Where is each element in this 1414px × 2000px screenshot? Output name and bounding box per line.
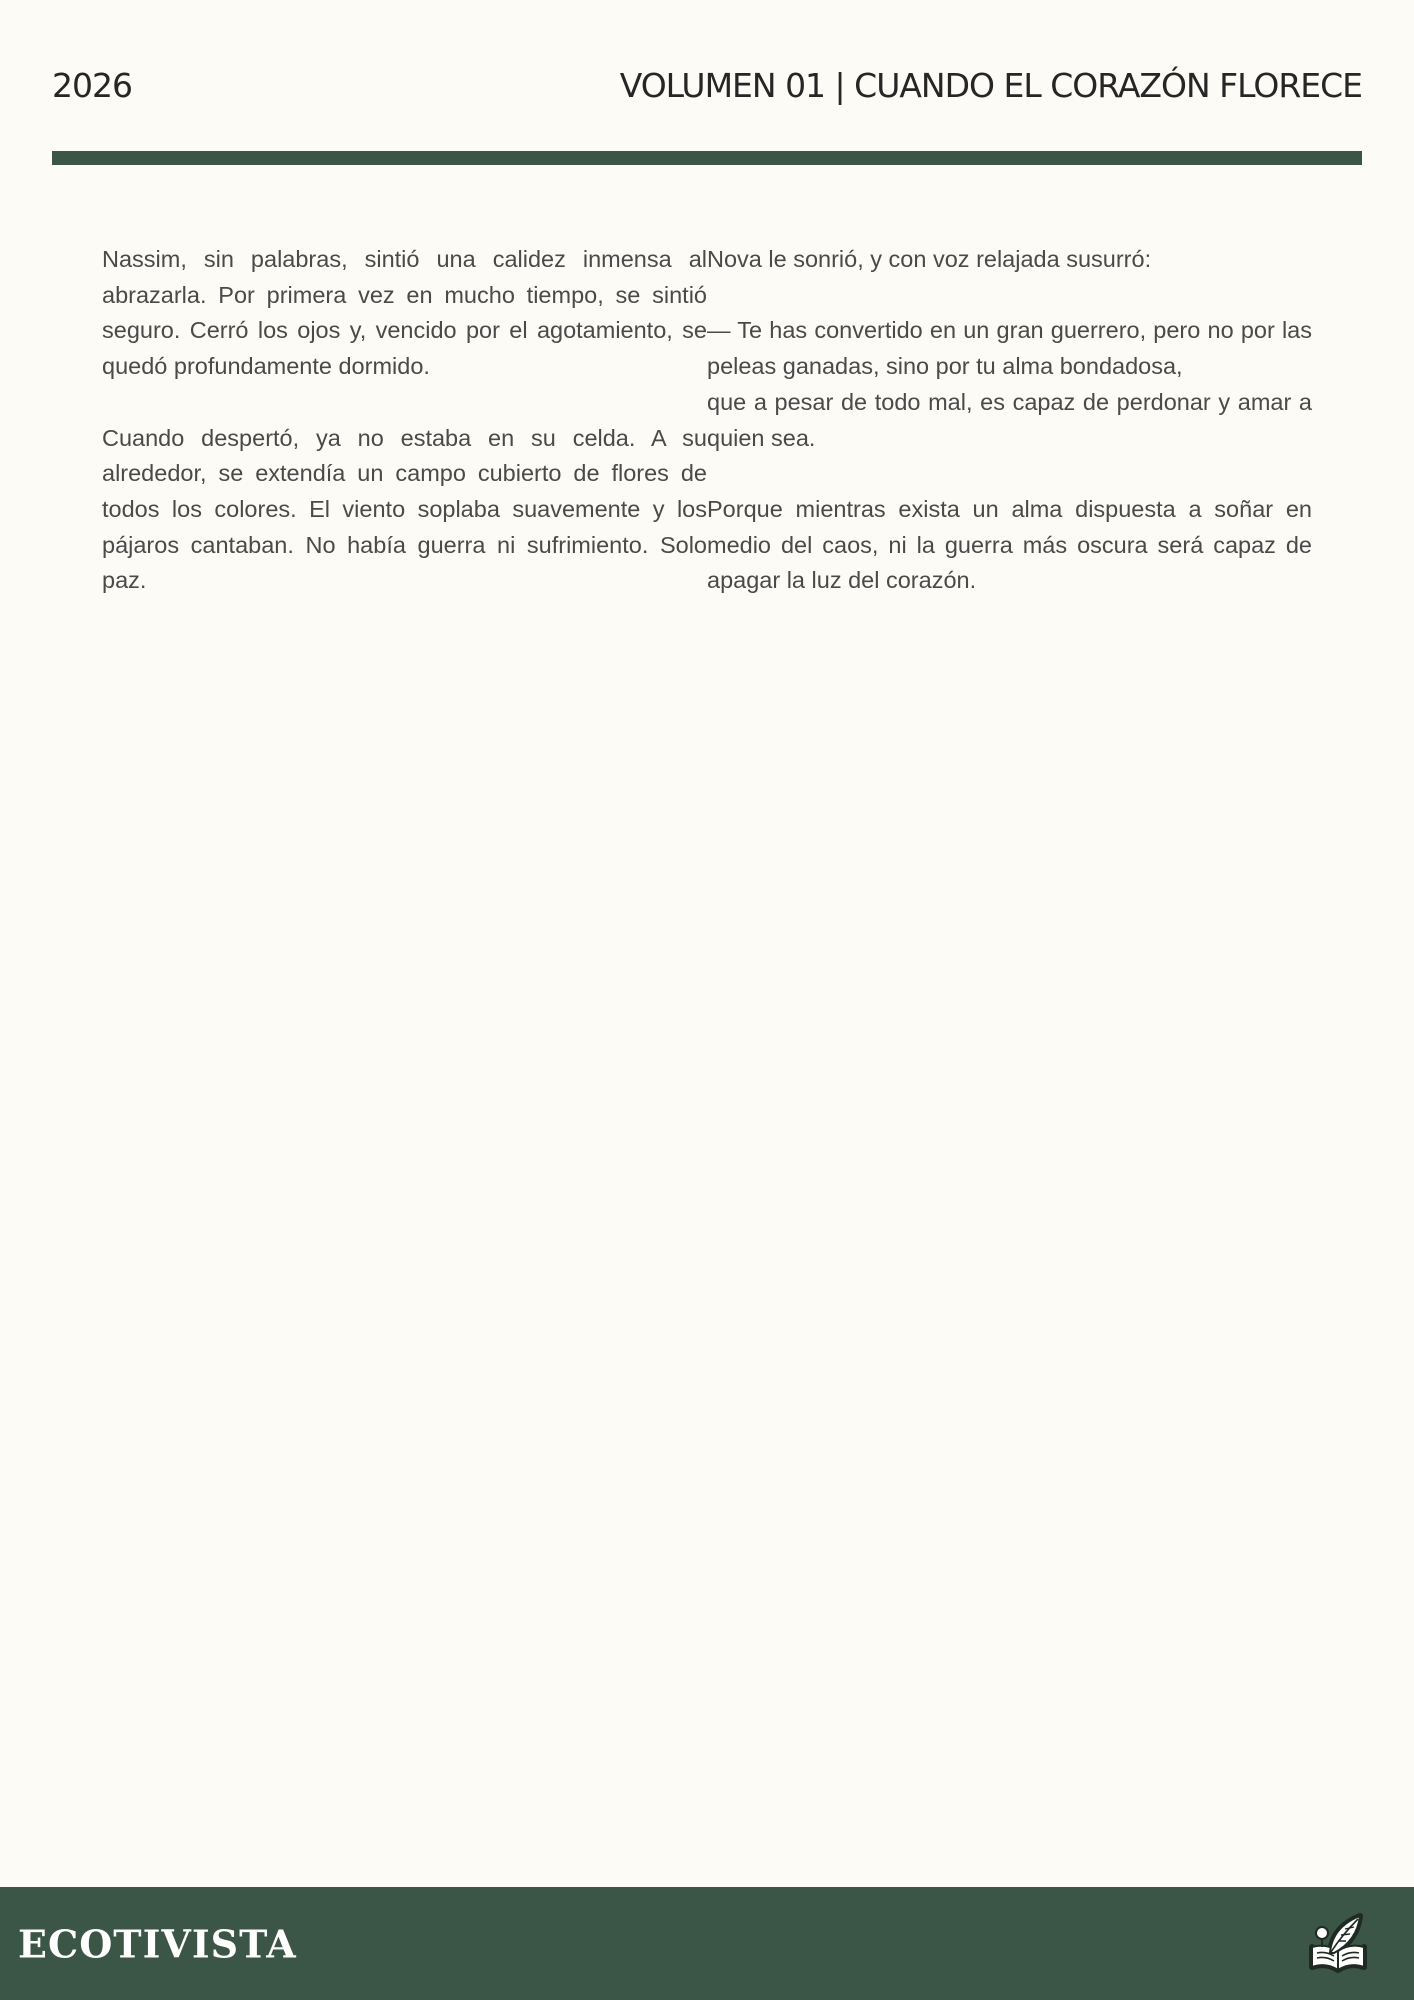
paragraph-spacer bbox=[102, 385, 707, 421]
article-body bbox=[102, 242, 1312, 599]
header-volume-title: VOLUMEN 01 | CUANDO EL CORAZÓN FLORECE bbox=[619, 65, 1362, 105]
header-year: 2026 bbox=[52, 65, 132, 105]
right-paragraph-2b: que a pesar de todo mal, es capaz de perdonar y amar a quien sea. bbox=[707, 388, 1312, 451]
header-divider bbox=[52, 151, 1362, 165]
right-paragraph-1: Nova le sonrió, y con voz relajada susurró: bbox=[707, 246, 1152, 272]
paragraph-spacer bbox=[707, 278, 1312, 314]
brand-name: ECOTIVISTA bbox=[18, 1921, 297, 1966]
left-column bbox=[102, 242, 707, 599]
right-paragraph-3: Porque mientras exista un alma dispuesta a soñar en medio del caos, ni la guerra más oscura será capaz de apagar la luz del corazón. bbox=[707, 495, 1312, 594]
book-quill-icon bbox=[1308, 1913, 1368, 1975]
page-footer bbox=[0, 1887, 1414, 2000]
page-header bbox=[52, 60, 1362, 110]
right-paragraph-2a: — Te has convertido en un gran guerrero, pero no por las peleas ganadas, sino por tu alma bondadosa, bbox=[707, 317, 1312, 380]
right-column bbox=[707, 242, 1312, 599]
left-paragraph-1: Nassim, sin palabras, sintió una calidez inmensa al abrazarla. Por primera vez en mucho tiempo, se sintió seguro. Cerró los ojos y, vencido por el agotamiento, se quedó profundamente dormido. bbox=[102, 246, 707, 380]
paragraph-spacer bbox=[707, 456, 1312, 492]
left-paragraph-2: Cuando despertó, ya no estaba en su celda. A su alrededor, se extendía un campo cubierto de flores de todos los colores. El viento soplaba suavemente y los pájaros cantaban. No había guerra ni sufrimiento. Solo paz. bbox=[102, 424, 707, 594]
